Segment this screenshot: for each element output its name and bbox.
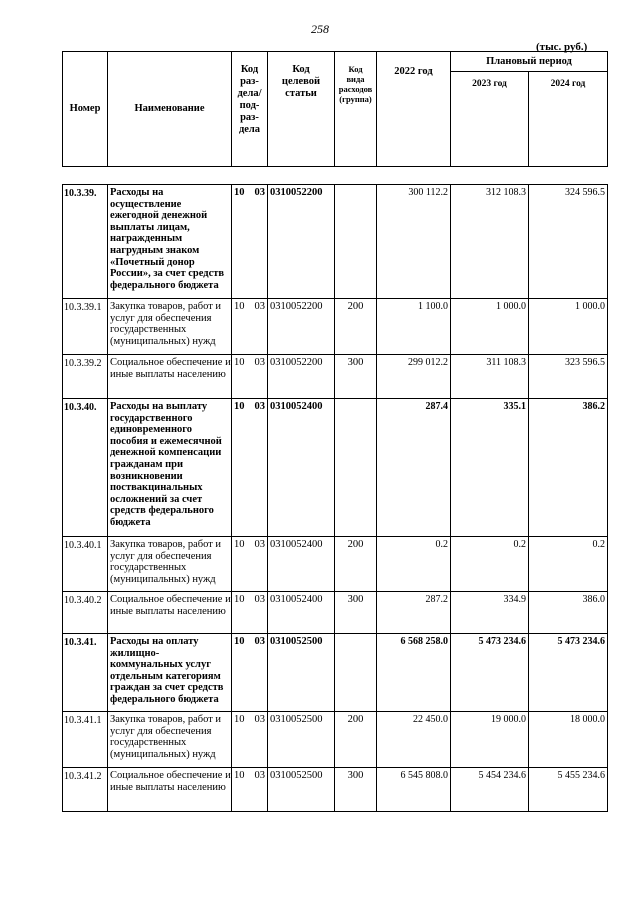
header-gap xyxy=(63,167,608,185)
page-number: 258 xyxy=(311,22,329,36)
table-row: 10.3.39. Расходы на осуществление ежегодной денежной выплаты лицам, награжденным нагрудным знаком «Почетный донор России», за счет средств федерального бюджета 10 03 0310052200 300 112.2 312 108.3 324 596.5 xyxy=(63,185,608,299)
header-2023: 2023 год xyxy=(451,72,529,167)
table-row: 10.3.40.1 Закупка товаров, работ и услуг для обеспечения государственных (муниципальных) нужд 10 03 0310052400 200 0.2 0.2 0.2 xyxy=(63,537,608,592)
units-label: (тыс. руб.) xyxy=(536,41,588,53)
header-name: Наименование xyxy=(108,52,232,167)
table-row: 10.3.39.2 Социальное обеспечение и иные выплаты населению 10 03 0310052200 300 299 012.2 311 108.3 323 596.5 xyxy=(63,355,608,399)
header-number: Номер xyxy=(63,52,108,167)
table-row: 10.3.39.1 Закупка товаров, работ и услуг для обеспечения государственных (муниципальных) нужд 10 03 0310052200 200 1 100.0 1 000.0 1 000.0 xyxy=(63,299,608,355)
table-row: 10.3.41.1 Закупка товаров, работ и услуг для обеспечения государственных (муниципальных) нужд 10 03 0310052500 200 22 450.0 19 000.0 18 000.0 xyxy=(63,712,608,768)
header-razdel: Код раз- дела/ под- раз- дела xyxy=(232,52,268,167)
table-row: 10.3.41.2 Социальное обеспечение и иные выплаты населению 10 03 0310052500 300 6 545 808.0 5 454 234.6 5 455 234.6 xyxy=(63,768,608,812)
table-row: 10.3.40. Расходы на выплату государственного единовременного пособия и ежемесячной денежной компенсации гражданам при возникновении поствакцинальных осложнений за счет средств федерального бюджета 10 03 0310052400 287.4 335.1 386.2 xyxy=(63,399,608,537)
table-row: 10.3.40.2 Социальное обеспечение и иные выплаты населению 10 03 0310052400 300 287.2 334.9 386.0 xyxy=(63,592,608,634)
header-2024: 2024 год xyxy=(529,72,608,167)
header-plan-period: Плановый период xyxy=(451,52,608,72)
budget-table xyxy=(62,51,608,812)
header-2022: 2022 год xyxy=(377,52,451,167)
table-row: 10.3.41. Расходы на оплату жилищно-коммунальных услуг отдельным категориям граждан за счет средств федерального бюджета 10 03 0310052500 6 568 258.0 5 473 234.6 5 473 234.6 xyxy=(63,634,608,712)
header-vid: Код вида расходов (группа) xyxy=(335,52,377,167)
header-article: Код целевой статьи xyxy=(268,52,335,167)
